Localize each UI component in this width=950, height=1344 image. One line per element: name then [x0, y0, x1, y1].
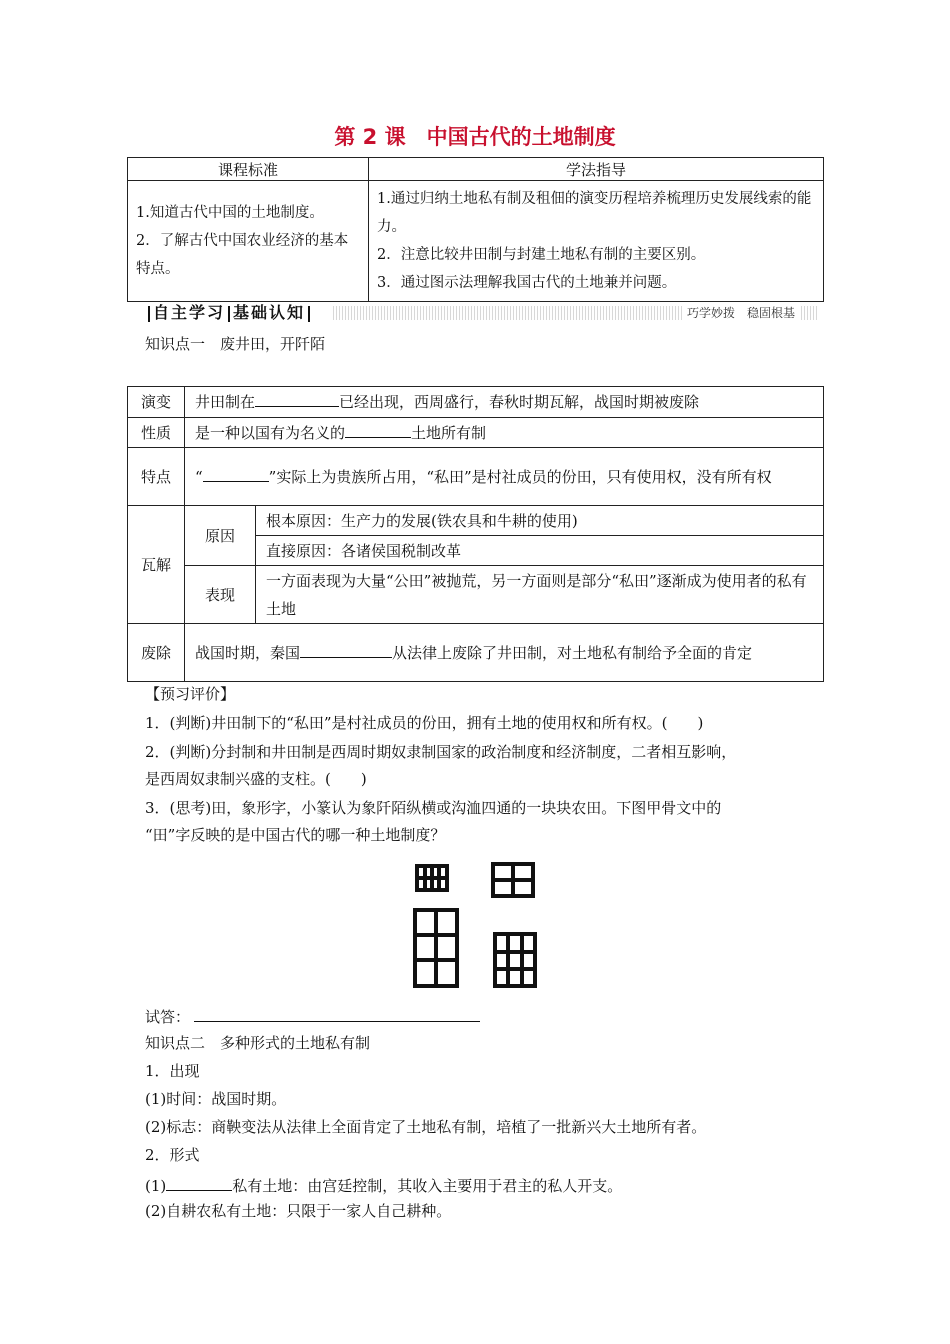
fill-blank[interactable]: [255, 388, 339, 407]
sub-label: 表现: [185, 566, 256, 624]
course-standards-table: [127, 157, 824, 302]
glyph-square-grid: [495, 934, 535, 986]
glyph-tall: [415, 910, 457, 986]
page-title: 第 2 课 中国古代的土地制度: [334, 125, 616, 149]
kp2-item: (2)自耕农私有土地：只限于一家人自己耕种。: [145, 1202, 452, 1220]
jingtian-table: [127, 386, 824, 682]
kp2-item: 1．出现: [145, 1062, 200, 1080]
sub-label: 原因: [185, 506, 256, 566]
row-content: 战国时期，秦国 从法律上废除了井田制，对土地私有制给予全面的肯定: [185, 624, 824, 682]
oracle-bone-tian-glyphs: [405, 858, 545, 993]
question-3-line2: “田”字反映的是中国古代的哪一种土地制度？: [145, 826, 446, 844]
question-2-line2: 是西周奴隶制兴盛的支柱。( ): [145, 770, 367, 788]
answer-row: [145, 1005, 480, 1028]
kp2-item: 2．形式: [145, 1146, 200, 1164]
banner-part1: 自主学习: [153, 303, 226, 322]
banner-title: [145, 302, 313, 324]
row-content: 直接原因：各诸侯国税制改革: [256, 536, 824, 566]
standard-item: 2．了解古代中国农业经济的基本特点。: [136, 233, 349, 277]
section-banner: [145, 302, 817, 324]
row-label: 瓦解: [128, 506, 185, 624]
banner-part2: 基础认知: [233, 303, 306, 322]
row-content: “ ”实际上为贵族所占用，“私田”是村社成员的份田，只有使用权，没有所有权: [185, 448, 824, 506]
guide-item: 3．通过图示法理解我国古代的土地兼并问题。: [377, 275, 677, 291]
kp2-item: (1)时间：战国时期。: [145, 1090, 287, 1108]
row-content: 根本原因：生产力的发展(铁农具和牛耕的使用): [256, 506, 824, 536]
banner-motto: 巧学妙拨 稳固根基: [683, 302, 799, 324]
question-2-line1: 2．(判断)分封制和井田制是西周时期奴隶制国家的政治制度和经济制度，二者相互影响，: [145, 743, 737, 761]
standard-item: 1.知道古代中国的土地制度。: [136, 205, 324, 221]
header-course-standard: 课程标准: [128, 158, 369, 181]
fill-blank[interactable]: [166, 1172, 232, 1191]
row-content: 是一种以国有为名义的 土地所有制: [185, 418, 824, 448]
row-label: 废除: [128, 624, 185, 682]
question-1: 1．(判断)井田制下的“私田”是村社成员的份田，拥有土地的使用权和所有权。( ): [145, 714, 704, 732]
kp2-item: (1) 私有土地：由宫廷控制，其收入主要用于君主的私人开支。: [145, 1172, 622, 1197]
standards-cell: [128, 181, 369, 302]
glyph-small-cross: [493, 864, 533, 896]
fill-blank[interactable]: [345, 419, 411, 438]
row-content: 井田制在 已经出现，西周盛行，春秋时期瓦解，战国时期被废除: [185, 387, 824, 418]
review-heading: 【预习评价】: [145, 685, 236, 703]
glyph-small-grid: [417, 866, 447, 890]
row-label: 特点: [128, 448, 185, 506]
row-content: 一方面表现为大量“公田”被抛荒，另一方面则是部分“私田”逐渐成为使用者的私有土地: [256, 566, 824, 624]
header-study-guide: 学法指导: [369, 158, 824, 181]
answer-label: 试答：: [145, 1008, 191, 1026]
guide-item: 2．注意比较井田制与封建土地私有制的主要区别。: [377, 247, 706, 263]
guide-cell: [369, 181, 824, 302]
question-3-line1: 3．(思考)田，象形字，小篆认为象阡陌纵横或沟洫四通的一块块农田。下图甲骨文中的: [145, 799, 722, 817]
guide-item: 1.通过归纳土地私有制及租佃的演变历程培养梳理历史发展线索的能力。: [377, 191, 812, 235]
fill-blank[interactable]: [300, 639, 392, 658]
answer-input-line[interactable]: [194, 1005, 480, 1022]
kp1-heading: 知识点一 废井田，开阡陌: [145, 335, 326, 353]
kp2-item: (2)标志：商鞅变法从法律上全面肯定了土地私有制，培植了一批新兴大土地所有者。: [145, 1118, 707, 1136]
kp2-heading: 知识点二 多种形式的土地私有制: [145, 1034, 371, 1052]
row-label: 演变: [128, 387, 185, 418]
row-label: 性质: [128, 418, 185, 448]
fill-blank[interactable]: [203, 463, 269, 482]
